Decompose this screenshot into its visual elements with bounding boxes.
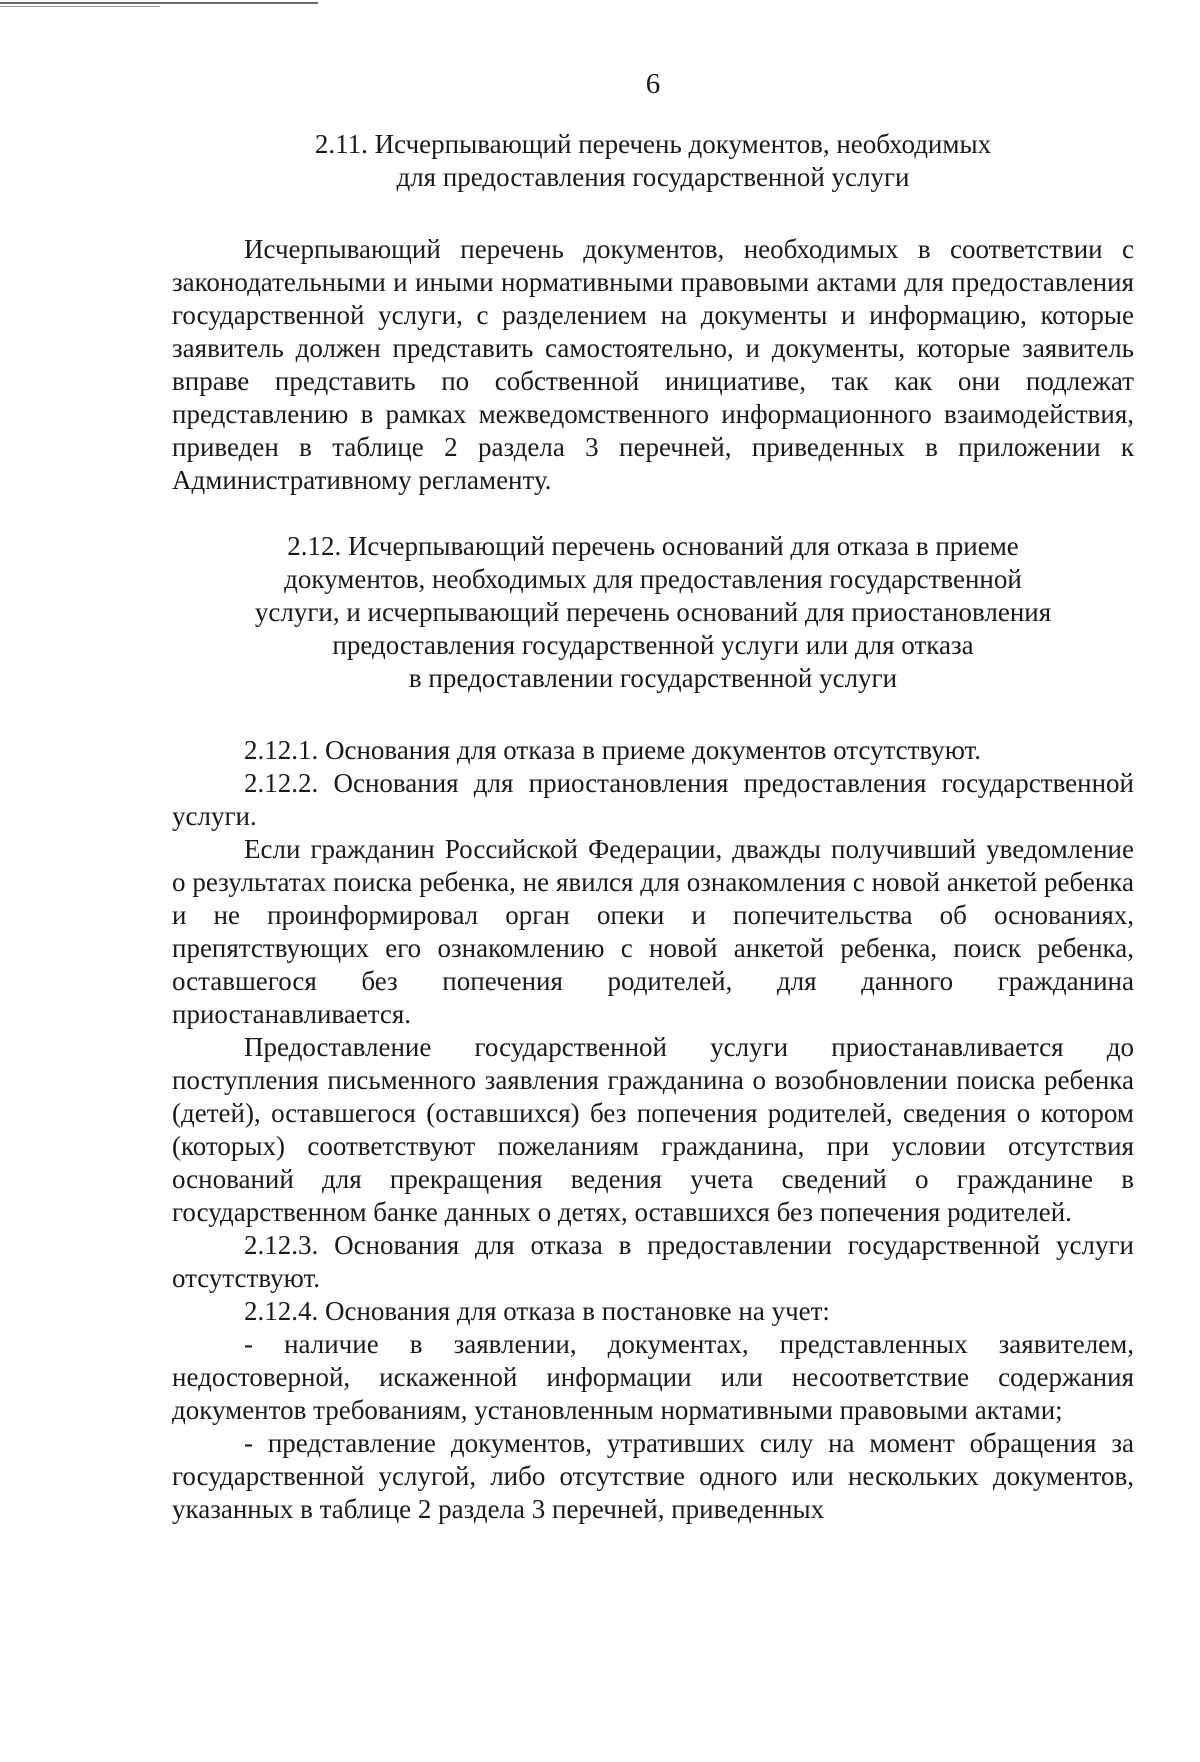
heading-line: предоставления государственной услуги или для отказа [332,630,974,660]
paragraph-documents-list: Исчерпывающий перечень документов, необходимых в соответствии с законодательными и иными нормативными правовыми актами для предоставления государственной услуги, с разделением на документы и информацию, которые заявитель должен представить самостоятельно, и документы, которые заявитель вправе представить по собственной инициативе, так как они подлежат представлению в рамках межведомственного информационного взаимодействия, приведен в таблице 2 раздела 3 перечней, приведенных в приложении к Административному регламенту. [172,234,1134,495]
paragraph-search-suspension: Если гражданин Российской Федерации, дважды получивший уведомление о результатах поиска ребенка, не явился для ознакомления с новой анкетой ребенка и не проинформировал орган опеки и попечительства об основаниях, препятствующих его ознакомлению с новой анкетой ребенка, поиск ребенка, оставшегося без попечения родителей, для данного гражданина приостанавливается. [172,834,1134,1029]
document-page [172,62,1134,1526]
scan-edge-mark [0,2,318,4]
heading-line: в предоставлении государственной услуги [408,663,898,693]
heading-line: 2.11. Исчерпывающий перечень документов, необходимых [314,129,992,159]
clause-2-12-1: 2.12.1. Основания для отказа в приеме документов отсутствуют. [244,735,982,765]
heading-line: услуги, и исчерпывающий перечень оснований для приостановления [254,597,1052,627]
clause-2-12-4: 2.12.4. Основания для отказа в постановке на учет: [244,1296,830,1326]
heading-line: документов, необходимых для предоставления государственной [284,564,1022,594]
list-item-false-information: - наличие в заявлении, документах, представленных заявителем, недостоверной, искаженной информации или несоответствие содержания документов требованиям, установленным нормативными правовыми актами; [172,1329,1134,1425]
paragraph-service-suspension: Предоставление государственной услуги приостанавливается до поступления письменного заявления гражданина о возобновлении поиска ребенка (детей), оставшегося (оставшихся) без попечения родителей, сведения о котором (которых) соответствуют пожеланиям гражданина, при условии отсутствия оснований для прекращения ведения учета сведений о гражданине в государственном банке данных о детях, оставшихся без попечения родителей. [172,1032,1134,1227]
page-number: 6 [645,68,661,100]
section-heading-2-11 [172,128,1134,194]
scan-edge-mark-secondary [0,6,160,7]
list-item-invalid-documents: - представление документов, утративших силу на момент обращения за государственной услугой, либо отсутствие одного или нескольких документов, указанных в таблице 2 раздела 3 перечней, приведенных [172,1428,1134,1524]
clause-2-12-3: 2.12.3. Основания для отказа в предоставлении государственной услуги отсутствуют. [172,1230,1134,1293]
clause-2-12-2: 2.12.2. Основания для приостановления предоставления государственной услуги. [172,768,1134,831]
heading-line: 2.12. Исчерпывающий перечень оснований для отказа в приеме [287,531,1019,561]
section-heading-2-12 [172,530,1134,695]
heading-line: для предоставления государственной услуги [396,162,910,192]
